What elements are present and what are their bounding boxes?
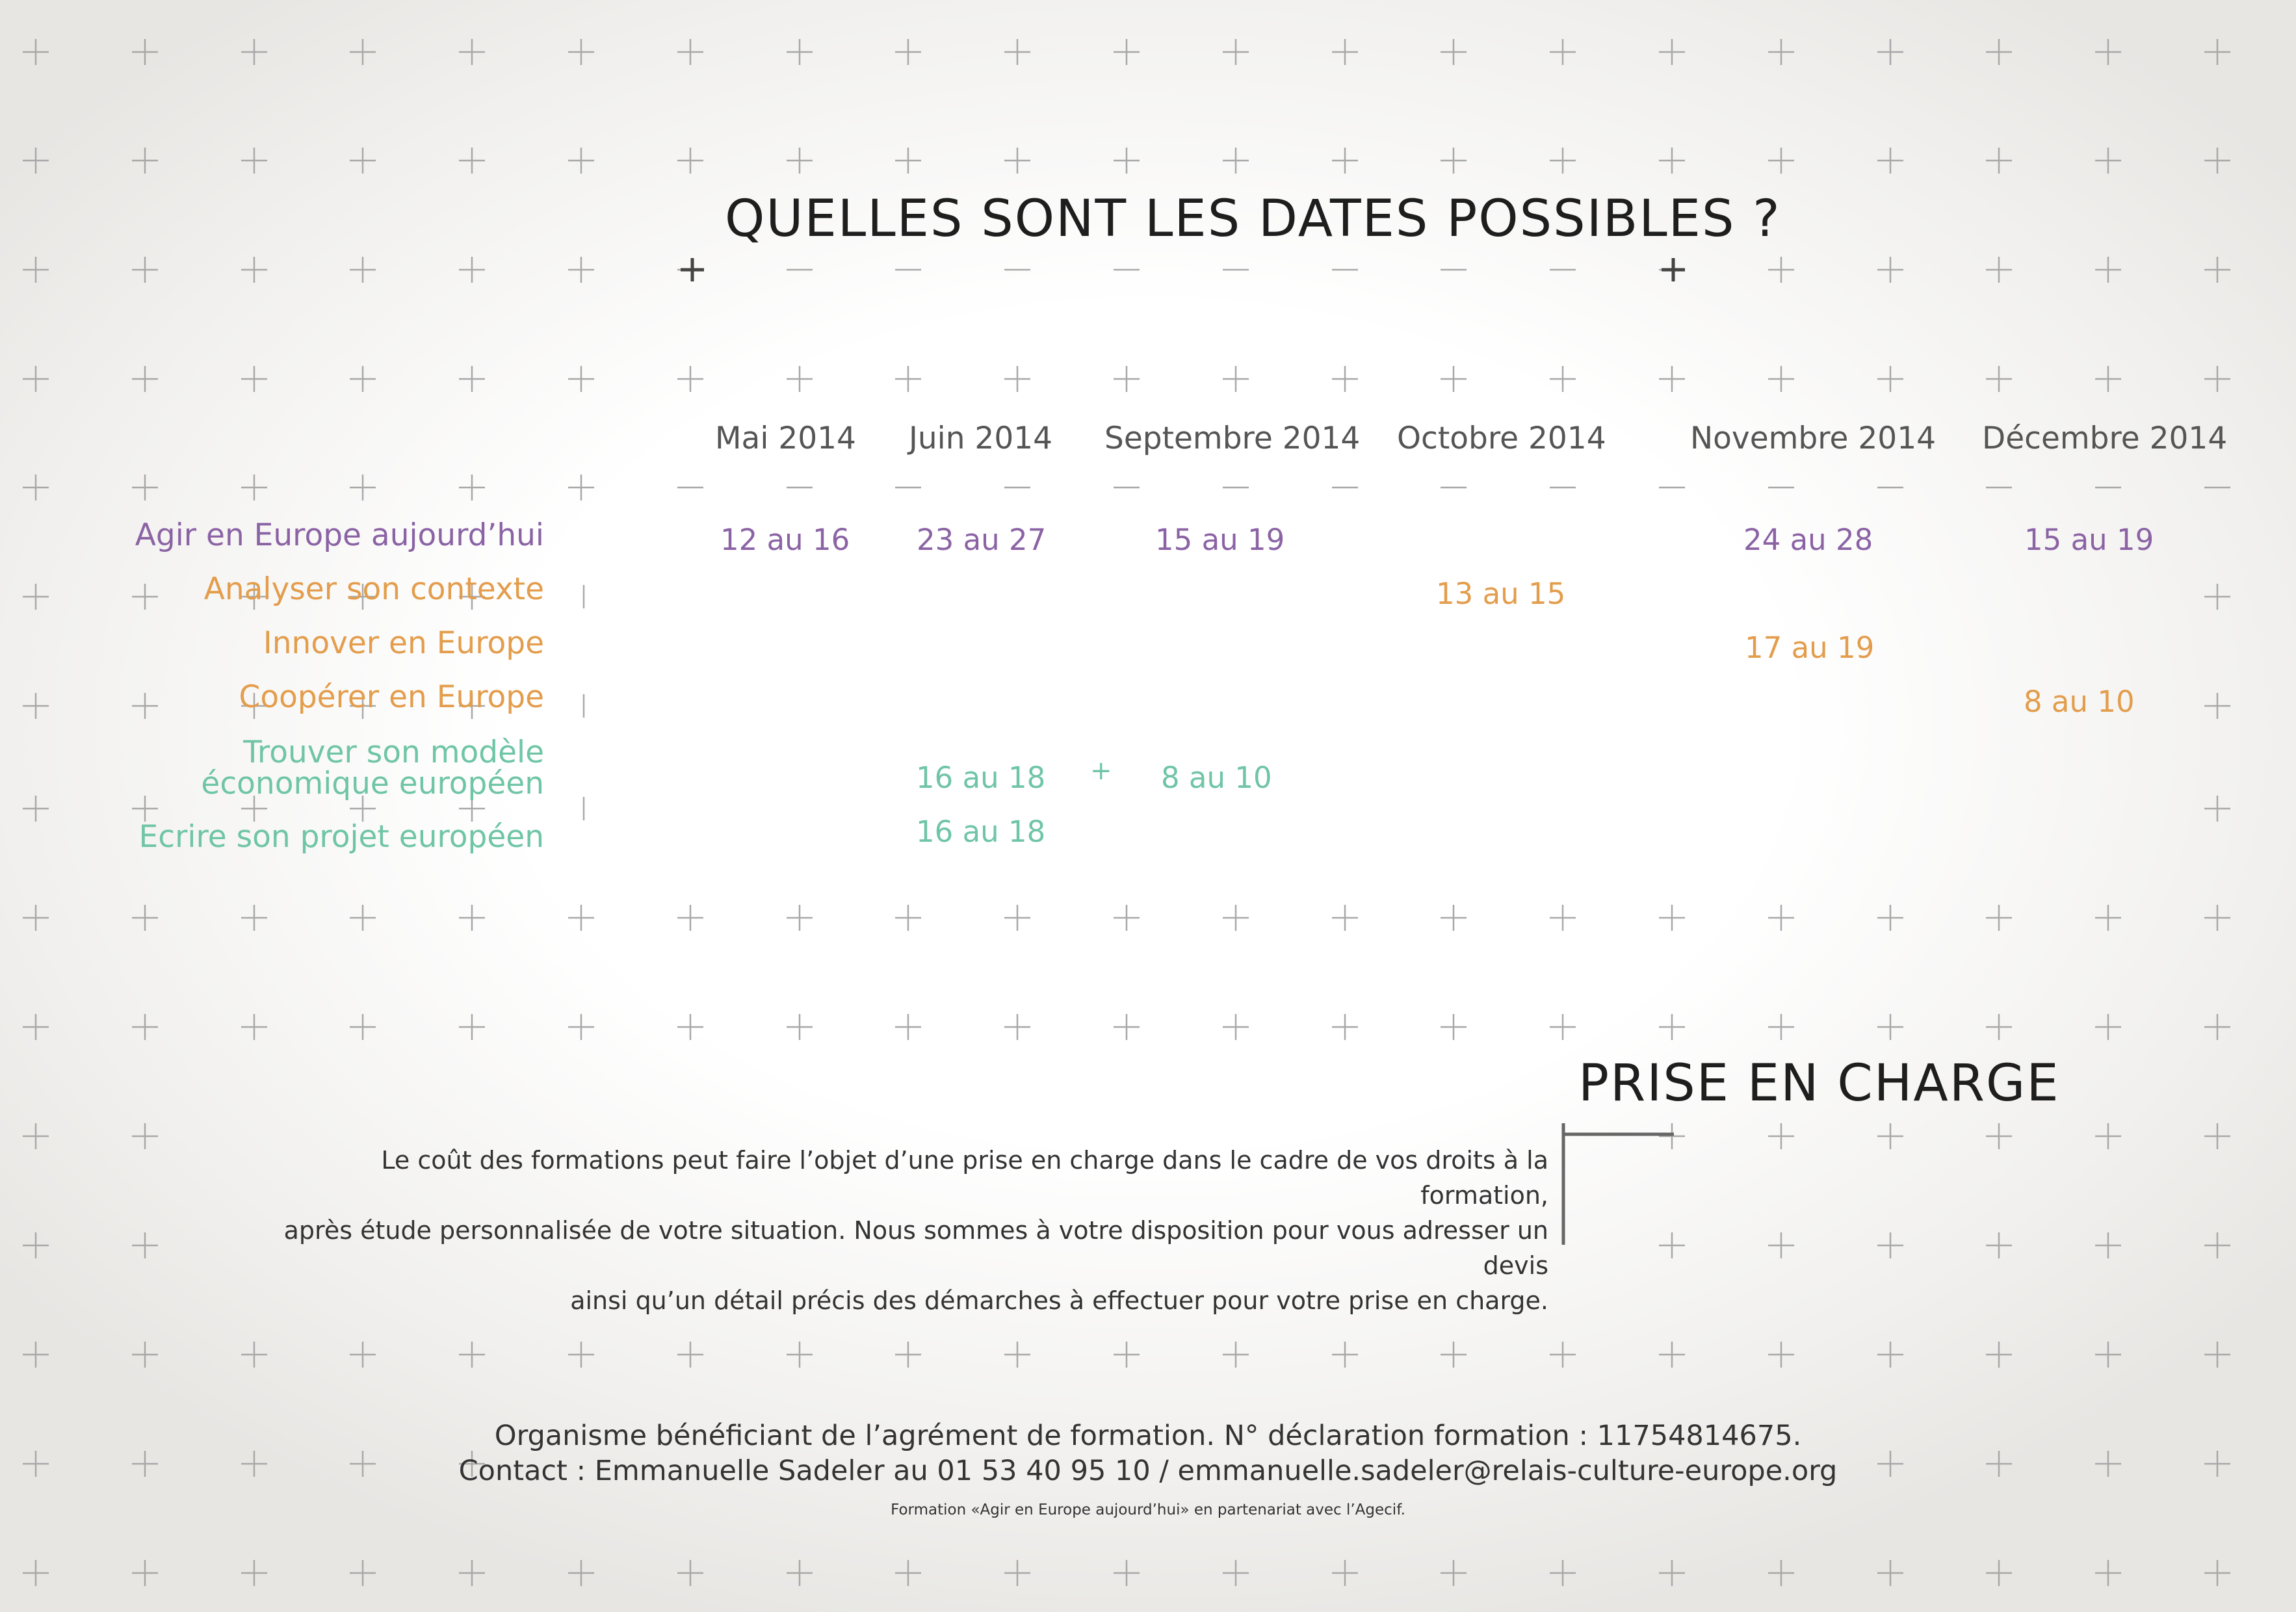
date-cell: 16 au 18 xyxy=(916,760,1046,795)
footer-agrement: Organisme bénéficiant de l’agrément de formation. N° déclaration formation : 11754814675. xyxy=(494,1420,1802,1452)
month-header-juin: Juin 2014 xyxy=(909,421,1053,456)
date-cell: 8 au 10 xyxy=(1161,760,1272,795)
course-innover-en-europe: Innover en Europe xyxy=(263,625,544,661)
section-title-prise-en-charge: PRISE EN CHARGE xyxy=(1578,1054,2060,1113)
footer-partnership: Formation «Agir en Europe aujourd’hui» en partenariat avec l’Agecif. xyxy=(891,1502,1405,1518)
prise-en-charge-paragraph xyxy=(248,1143,1548,1318)
month-header-decembre: Décembre 2014 xyxy=(1982,421,2228,456)
page-title: QUELLES SONT LES DATES POSSIBLES ? xyxy=(725,190,1781,248)
paragraph-line: ainsi qu’un détail précis des démarches à effectuer pour votre prise en charge. xyxy=(570,1286,1548,1315)
course-cooperer-en-europe: Coopérer en Europe xyxy=(239,679,544,715)
month-header-octobre: Octobre 2014 xyxy=(1397,421,1606,456)
month-header-novembre: Novembre 2014 xyxy=(1690,421,1937,456)
date-cell: 16 au 18 xyxy=(916,814,1046,849)
month-header-septembre: Septembre 2014 xyxy=(1104,421,1361,456)
date-cell: 23 au 27 xyxy=(917,523,1047,557)
course-agir-en-europe: Agir en Europe aujourd’hui xyxy=(135,517,544,553)
date-cell: 24 au 28 xyxy=(1743,523,1873,557)
plus-separator: + xyxy=(1090,756,1112,786)
course-trouver-line1: Trouver son modèle xyxy=(243,734,544,770)
course-analyser-son-contexte: Analyser son contexte xyxy=(203,571,544,607)
date-cell: 15 au 19 xyxy=(1155,523,1285,557)
paragraph-line: Le coût des formations peut faire l’objet d’une prise en charge dans le cadre de vos droits à la formation, xyxy=(381,1146,1548,1210)
footer-contact: Contact : Emmanuelle Sadeler au 01 53 40 95 10 / emmanuelle.sadeler@relais-culture-europe.org xyxy=(458,1455,1838,1487)
month-header-mai: Mai 2014 xyxy=(715,421,856,456)
course-trouver-line2: économique européen xyxy=(201,766,544,801)
date-cell: 8 au 10 xyxy=(2024,684,2135,719)
course-trouver-son-modele xyxy=(201,734,544,801)
date-cell: 12 au 16 xyxy=(720,523,850,557)
course-ecrire-son-projet: Ecrire son projet européen xyxy=(138,819,544,855)
date-cell: 13 au 15 xyxy=(1436,577,1566,611)
date-cell: 17 au 19 xyxy=(1745,630,1875,665)
date-cell: 15 au 19 xyxy=(2024,523,2154,557)
paragraph-line: après étude personnalisée de votre situation. Nous sommes à votre disposition pour vous adresser un devis xyxy=(283,1216,1548,1280)
